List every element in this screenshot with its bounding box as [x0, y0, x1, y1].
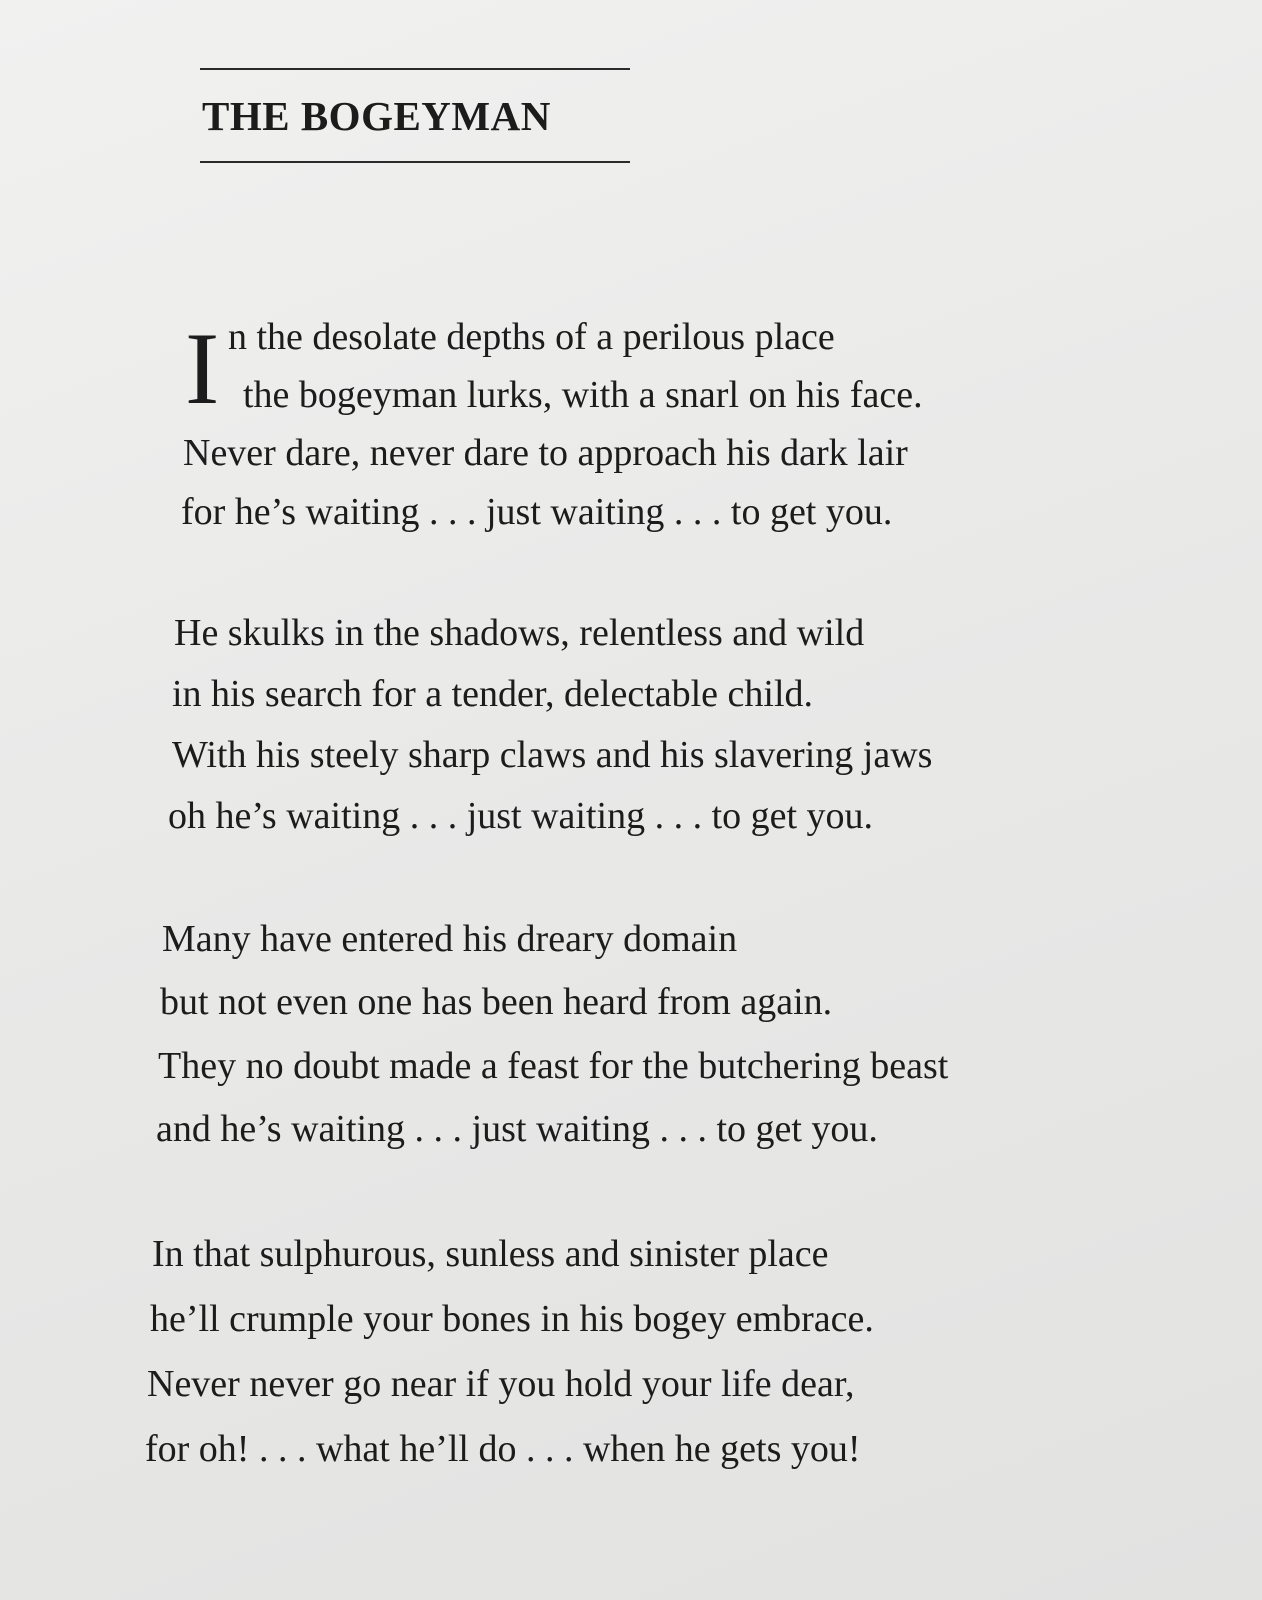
poem-line: the bogeyman lurks, with a snarl on his face. [243, 374, 923, 416]
poem-line: In that sulphurous, sunless and sinister place [152, 1233, 829, 1275]
poem-line: Never never go near if you hold your life dear, [147, 1363, 855, 1405]
poem-line: for oh! . . . what he’ll do . . . when he gets you! [145, 1428, 861, 1470]
poem-line: oh he’s waiting . . . just waiting . . . to get you. [168, 795, 874, 837]
poem-line: and he’s waiting . . . just waiting . . . to get you. [156, 1108, 878, 1150]
poem-line: Never dare, never dare to approach his dark lair [183, 432, 908, 474]
poem-line: for he’s waiting . . . just waiting . . . to get you. [181, 491, 893, 533]
poem-line: he’ll crumple your bones in his bogey embrace. [150, 1298, 874, 1340]
drop-cap: I [185, 312, 220, 426]
poem-line: With his steely sharp claws and his slavering jaws [172, 734, 933, 776]
poem-line: Many have entered his dreary domain [162, 918, 738, 960]
poem-line: He skulks in the shadows, relentless and wild [174, 612, 865, 654]
poem-line: in his search for a tender, delectable child. [172, 673, 814, 715]
poem-title: THE BOGEYMAN [202, 93, 551, 139]
poem-line: n the desolate depths of a perilous place [228, 316, 835, 358]
poem-line: They no doubt made a feast for the butchering beast [158, 1045, 949, 1087]
poem-line: but not even one has been heard from again. [160, 981, 833, 1023]
